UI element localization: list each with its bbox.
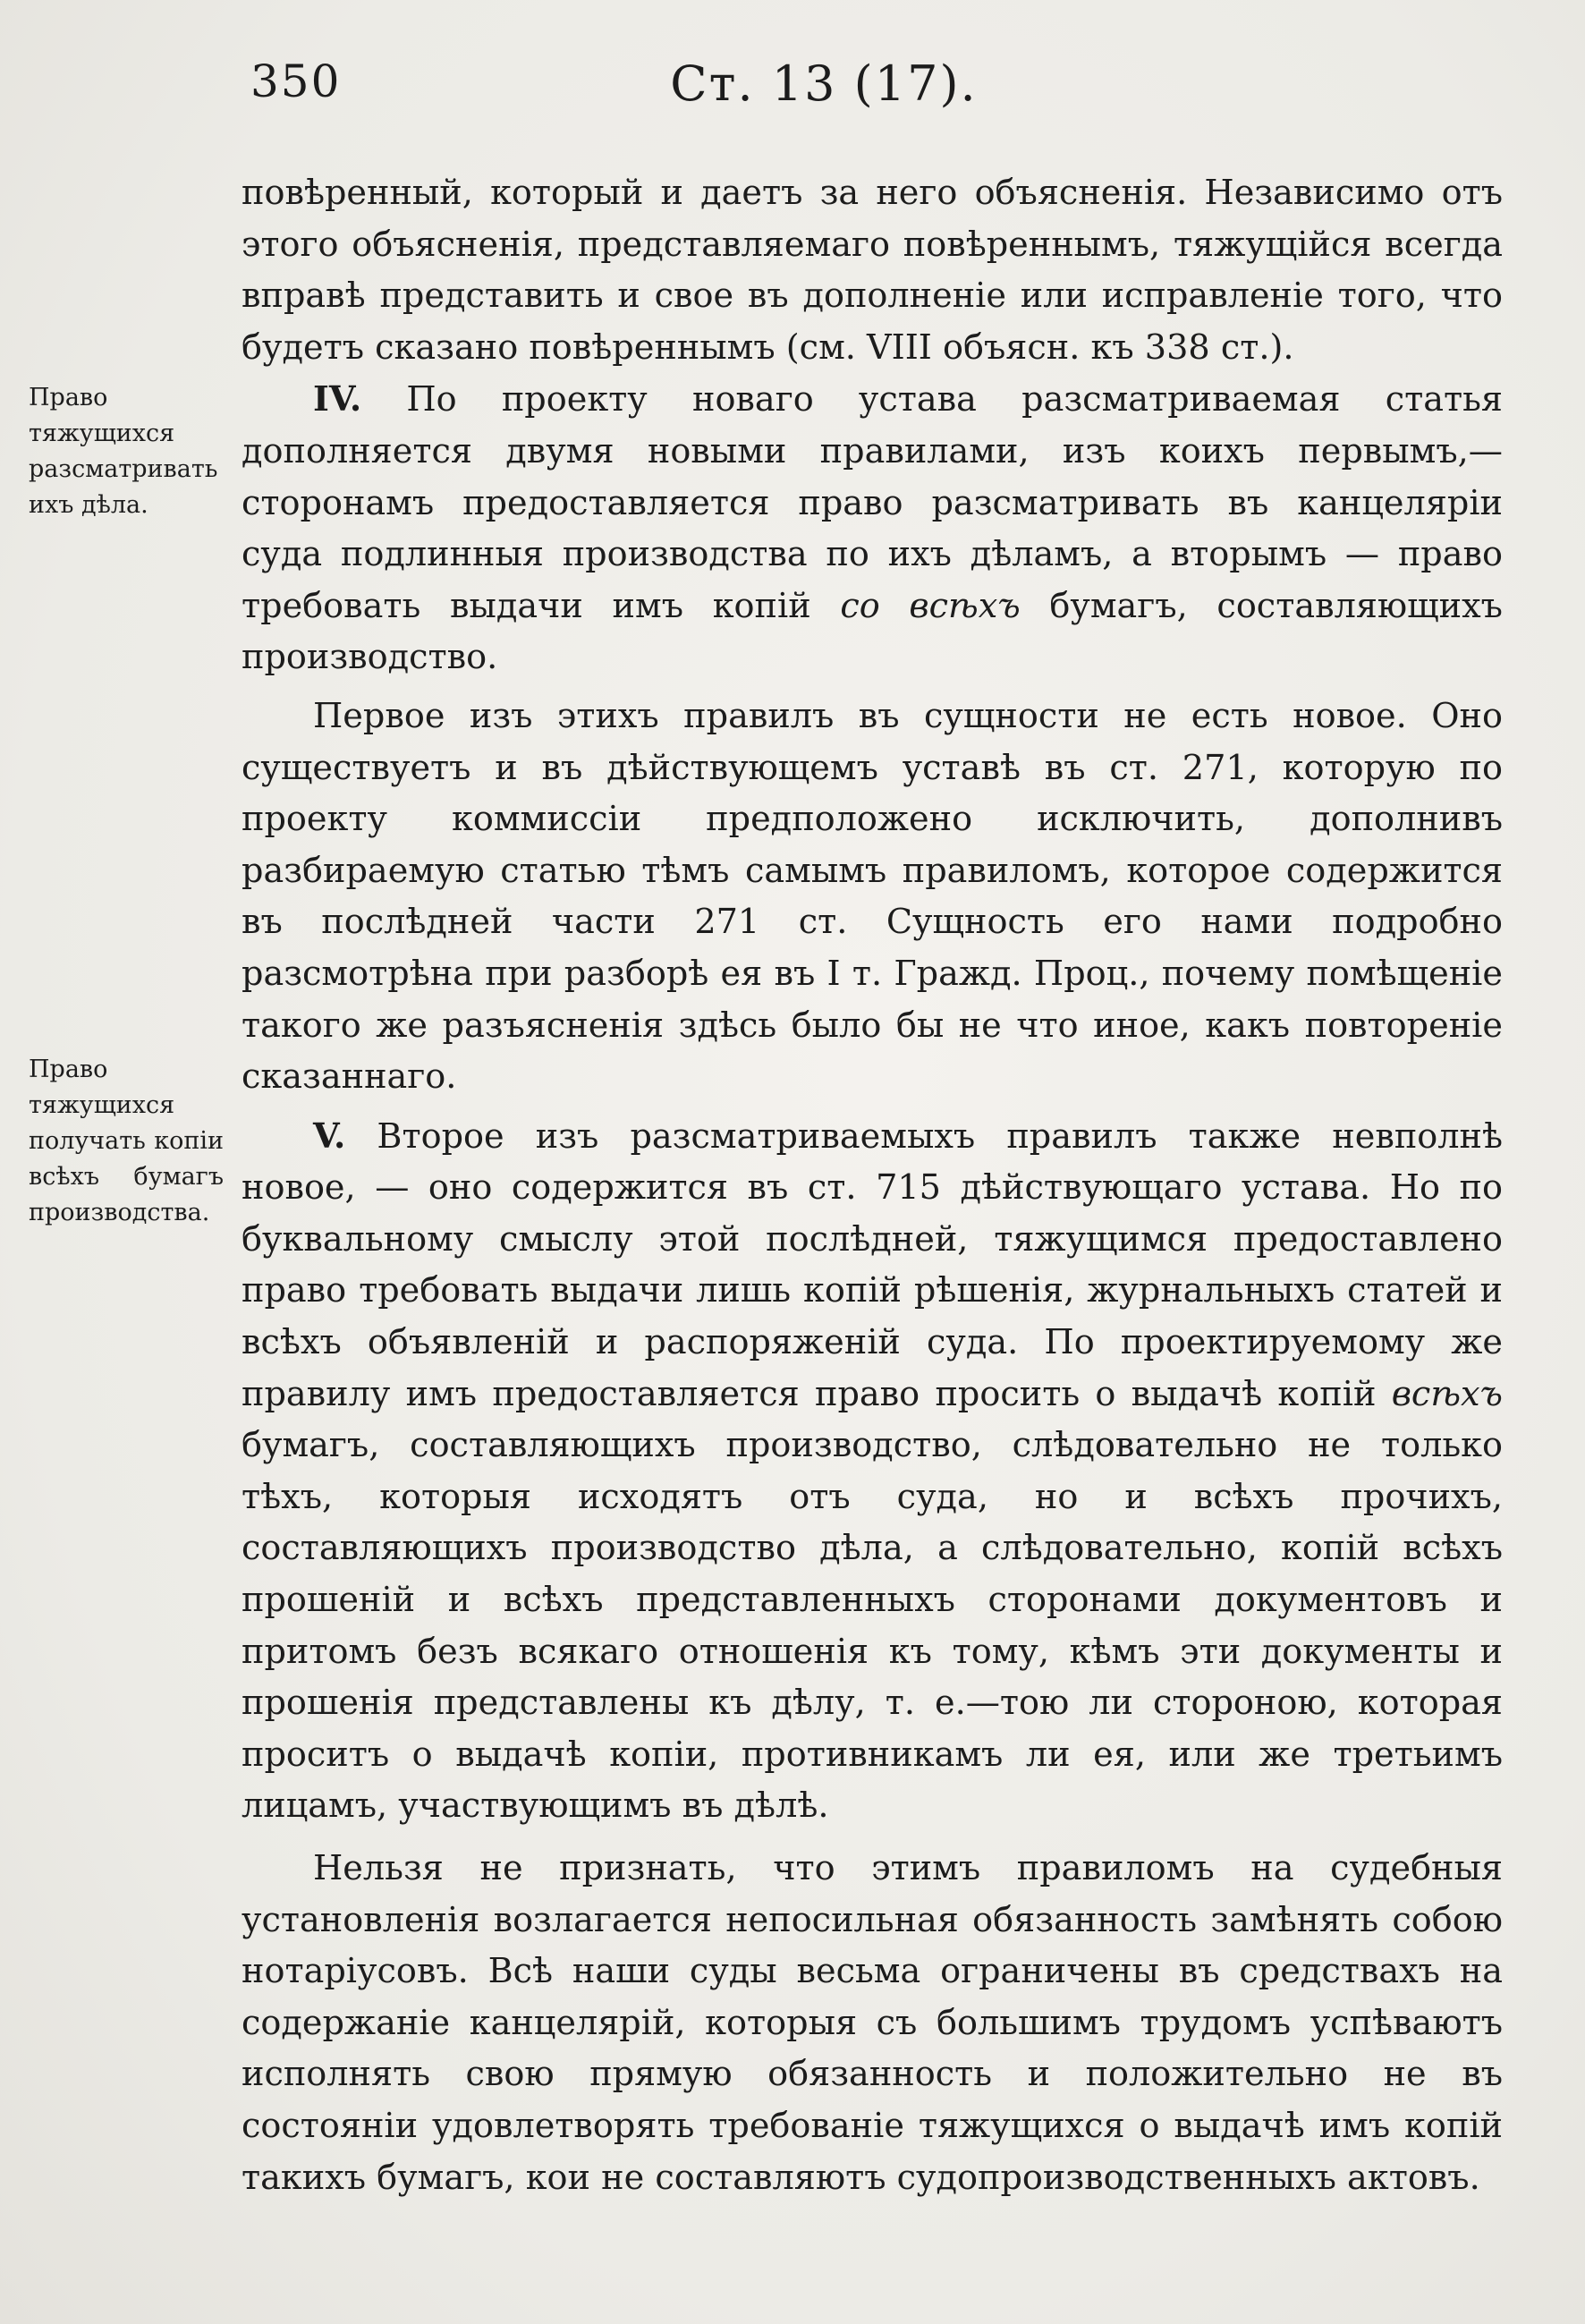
paragraph-1: повѣренный, который и даетъ за него объясненія. Независимо отъ этого объясненія, представляемаго повѣреннымъ, тяжущійся всегда вправѣ представить и свое въ дополненіе или исправленіе того, что будетъ сказано повѣреннымъ (см. VIII объясн. къ 338 ст.).: [242, 174, 1503, 368]
emphasis-text: всѣхъ: [1391, 1374, 1503, 1414]
emphasis-text: со всѣхъ: [840, 586, 1021, 626]
section-marker-v: V.: [313, 1115, 346, 1157]
paragraph-2: IV. По проекту новаго устава разсматриваемая статья дополняется двумя новыми правилами, изъ коихъ первымъ,—сторонамъ предоставляется право разсматривать въ канцеляріи суда подлинныя производства по ихъ дѣламъ, а вторымъ — право требовать выдачи имъ копій со всѣхъ бумагъ, составляющихъ производство.: [242, 379, 1503, 678]
margin-note-copies: Право тяжущихся получать копіи всѣхъ бумагъ производства.: [29, 1056, 224, 1226]
margin-note-review-cases: Право тяжущихся разсматривать ихъ дѣла.: [29, 384, 218, 519]
paragraph-5: Нельзя не признать, что этимъ правиломъ на судебныя установленія возлагается непосильная обязанность замѣнять собою нотаріусовъ. Всѣ наши суды весьма ограничены въ средствахъ на содержаніе канцелярій, которыя съ большимъ трудомъ успѣваютъ исполнять свою прямую обязанность и положительно не въ состояніи удовлетворять требованіе тяжущихся о выдачѣ имъ копій такихъ бумагъ, кои не составляютъ судопроизводственныхъ актовъ.: [242, 1849, 1503, 2198]
body-text: [242, 168, 1503, 2204]
paragraph-3: Первое изъ этихъ правилъ въ сущности не есть новое. Оно существуетъ и въ дѣйствующемъ уставѣ въ ст. 271, которую по проекту коммиссіи предположено исключить, дополнивъ разбираемую статью тѣмъ самымъ правиломъ, которое содержится въ послѣдней части 271 ст. Сущность его нами подробно разсмотрѣна при разборѣ ея въ I т. Гражд. Проц., почему помѣщеніе такого же разъясненія здѣсь было бы не что иное, какъ повтореніе сказаннаго.: [242, 696, 1503, 1098]
paragraph-4: V. Второе изъ разсматриваемыхъ правилъ также невполнѣ новое, — оно содержится въ ст. 715 дѣйствующаго устава. Но по буквальному смыслу этой послѣдней, тяжущимся предоставлено право требовать выдачи лишь копій рѣшенія, журнальныхъ статей и всѣхъ объявленій и распоряженій суда. По проектируемому же правилу имъ предоставляется право просить о выдачѣ копій всѣхъ бумагъ, составляющихъ производство, слѣдовательно не только тѣхъ, которыя исходятъ отъ суда, но и всѣхъ прочихъ, составляющихъ производство дѣла, а слѣдовательно, копій всѣхъ прошеній и всѣхъ представленныхъ сторонами документовъ и притомъ безъ всякаго отношенія къ тому, кѣмъ эти документы и прошенія представлены къ дѣлу, т. е.—тою ли стороною, которая проситъ о выдачѣ копіи, противникамъ ли ея, или же третьимъ лицамъ, участвующимъ въ дѣлѣ.: [242, 1115, 1503, 1827]
page-number: 350: [250, 55, 342, 107]
article-heading: Ст. 13 (17).: [670, 55, 978, 112]
section-marker-iv: IV.: [313, 379, 362, 420]
